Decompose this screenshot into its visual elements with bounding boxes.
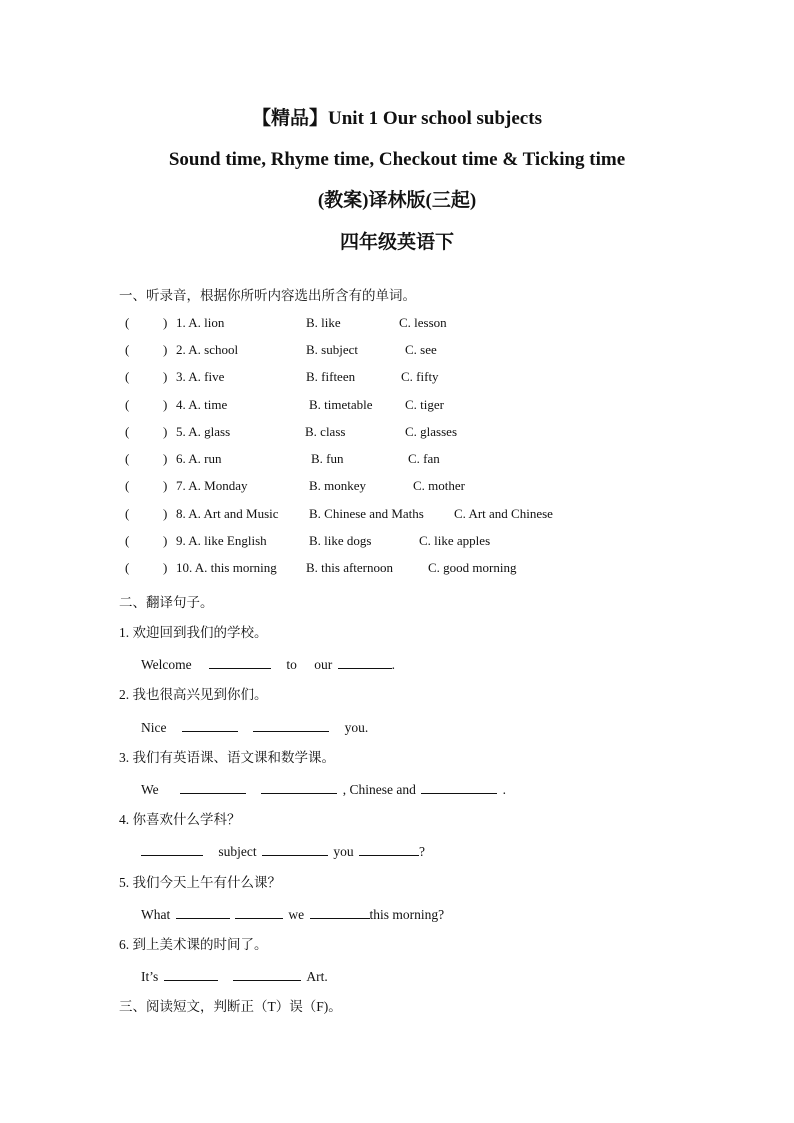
part2-heading: 二、翻译句子。 [119,595,214,610]
question-option-c: C. mother [413,478,465,493]
answer-blank[interactable] [359,842,419,856]
answer-word: , Chinese and [342,782,416,797]
question-option-c: C. tiger [405,397,444,412]
answer-bracket-open[interactable]: ( [125,560,130,575]
answer-bracket-open[interactable]: ( [125,315,130,330]
translation-answer-6 [141,967,328,986]
translation-answer-5 [141,905,444,924]
answer-blank[interactable] [235,905,283,919]
answer-blank[interactable] [233,967,301,981]
answer-word: our [314,657,333,672]
answer-blank[interactable] [141,842,203,856]
answer-word: you [333,844,354,859]
answer-blank[interactable] [421,780,497,794]
question-option-a: 9. A. like English [176,533,267,548]
title-line-1: 【精品】Unit 1 Our school subjects [252,108,542,129]
answer-bracket-close: ) [163,397,168,412]
answer-bracket-close: ) [163,478,168,493]
question-option-b: B. Chinese and Maths [309,506,424,521]
question-option-c: C. fan [408,451,440,466]
answer-bracket-open[interactable]: ( [125,533,130,548]
translation-prompt-5: 5. 我们今天上午有什么课？ [119,875,281,890]
question-option-a: 8. A. Art and Music [176,506,279,521]
question-option-a: 2. A. school [176,342,239,357]
question-option-b: B. monkey [309,478,367,493]
question-option-a: 5. A. glass [176,424,231,439]
answer-word: What [141,907,171,922]
question-option-b: B. fifteen [306,369,356,384]
answer-word: this morning? [369,907,445,922]
answer-bracket-open[interactable]: ( [125,369,130,384]
answer-blank[interactable] [262,842,328,856]
answer-word: Art. [306,969,328,984]
translation-answer-2 [141,718,368,737]
answer-bracket-close: ) [163,424,168,439]
translation-prompt-4: 4. 你喜欢什么学科？ [119,812,241,827]
translation-answer-1 [141,655,395,674]
answer-word: Welcome [141,657,192,672]
answer-blank[interactable] [209,655,271,669]
question-option-b: B. subject [306,342,358,357]
answer-bracket-close: ) [163,560,168,575]
answer-bracket-open[interactable]: ( [125,397,130,412]
question-option-a: 4. A. time [176,397,228,412]
answer-word: . [502,782,507,797]
answer-word: to [286,657,297,672]
question-option-a: 7. A. Monday [176,478,248,493]
question-option-c: C. good morning [428,560,517,575]
answer-blank[interactable] [261,780,337,794]
question-option-c: C. see [405,342,437,357]
question-option-c: C. like apples [419,533,491,548]
answer-word: subject [218,844,257,859]
title-line-4: 四年级英语下 [339,232,454,253]
answer-bracket-close: ) [163,506,168,521]
answer-bracket-close: ) [163,315,168,330]
question-option-c: C. glasses [405,424,457,439]
answer-word: you. [344,720,369,735]
part3-heading: 三、阅读短文，判断正（T）误（F)。 [119,999,342,1014]
question-option-b: B. fun [311,451,344,466]
question-option-c: C. Art and Chinese [454,506,553,521]
answer-word: . [391,657,396,672]
translation-prompt-1: 1. 欢迎回到我们的学校。 [119,625,268,640]
part1-heading: 一、听录音，根据你所听内容选出所含有的单词。 [119,288,416,303]
translation-prompt-3: 3. 我们有英语课、语文课和数学课。 [119,750,335,765]
answer-word: We [141,782,159,797]
answer-bracket-close: ) [163,369,168,384]
question-option-a: 1. A. lion [176,315,225,330]
answer-word: we [288,907,305,922]
answer-blank[interactable] [310,905,370,919]
answer-blank[interactable] [176,905,230,919]
answer-bracket-open[interactable]: ( [125,506,130,521]
translation-answer-3 [141,780,506,799]
question-option-b: B. timetable [309,397,373,412]
answer-bracket-close: ) [163,533,168,548]
answer-bracket-open[interactable]: ( [125,451,130,466]
question-option-a: 3. A. five [176,369,225,384]
question-option-a: 6. A. run [176,451,222,466]
question-option-b: B. like [306,315,341,330]
question-option-a: 10. A. this morning [176,560,277,575]
answer-bracket-close: ) [163,342,168,357]
answer-blank[interactable] [182,718,238,732]
answer-word: It’s [141,969,159,984]
answer-bracket-open[interactable]: ( [125,342,130,357]
answer-blank[interactable] [253,718,329,732]
question-option-b: B. like dogs [309,533,372,548]
question-option-b: B. this afternoon [306,560,394,575]
answer-word: ? [419,844,425,859]
question-option-b: B. class [305,424,346,439]
title-line-3: (教案)译林版(三起) [317,190,477,211]
translation-prompt-2: 2. 我也很高兴见到你们。 [119,687,268,702]
answer-blank[interactable] [338,655,392,669]
question-option-c: C. lesson [399,315,447,330]
answer-blank[interactable] [164,967,218,981]
answer-bracket-open[interactable]: ( [125,424,130,439]
answer-bracket-open[interactable]: ( [125,478,130,493]
translation-answer-4 [141,842,425,861]
question-option-c: C. fifty [401,369,439,384]
answer-blank[interactable] [180,780,246,794]
answer-word: Nice [141,720,167,735]
title-line-2: Sound time, Rhyme time, Checkout time & Ticking time [168,149,626,170]
answer-bracket-close: ) [163,451,168,466]
translation-prompt-6: 6. 到上美术课的时间了。 [119,937,268,952]
